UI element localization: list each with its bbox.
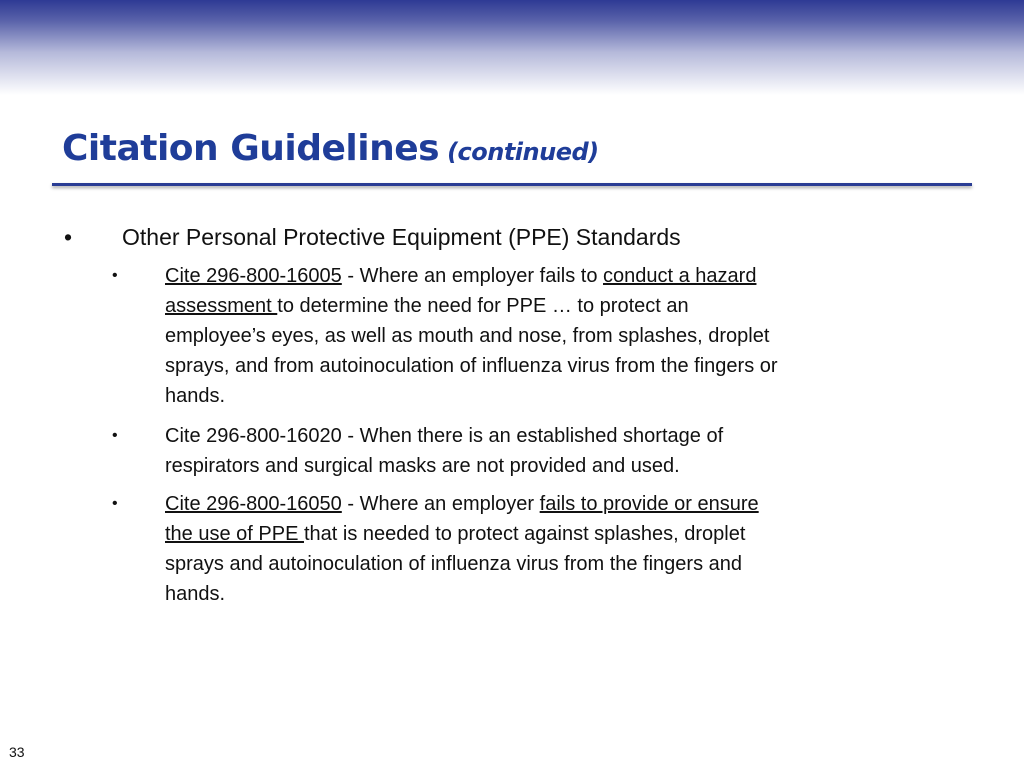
text-run: employee’s eyes, as well as mouth and nose, from splashes, droplet: [165, 325, 770, 347]
underlined-text-run: assessment: [165, 295, 278, 317]
text-run: respirators and surgical masks are not provided and used.: [165, 455, 680, 477]
underlined-text-run: Cite 296-800-16050: [165, 493, 342, 515]
sub-bullet-marker: •: [112, 267, 118, 284]
sub-bullet-text: [165, 261, 955, 411]
slide-number: 33: [9, 744, 25, 760]
bullet-heading-text: Other Personal Protective Equipment (PPE) Standards: [122, 224, 681, 250]
underlined-text-run: fails to provide or ensure: [539, 493, 759, 515]
text-line: [165, 549, 955, 579]
sub-bullet-marker: •: [112, 427, 118, 444]
title-divider: [52, 183, 972, 186]
header-gradient-band: [0, 0, 1024, 95]
slide-title-main: Citation Guidelines: [62, 128, 440, 169]
text-run: hands.: [165, 385, 226, 407]
sub-bullet-text: [165, 489, 955, 609]
text-run: sprays and autoinoculation of influenza virus from the fingers and: [165, 553, 743, 575]
text-line: [165, 451, 955, 481]
text-run: to determine the need for PPE … to protect an: [277, 295, 689, 317]
text-line: [165, 291, 955, 321]
text-run: - Where an employer: [341, 493, 540, 515]
text-line: [165, 579, 955, 609]
text-run: sprays, and from autoinoculation of influenza virus from the fingers or: [165, 355, 778, 377]
slide-title: [62, 128, 599, 169]
underlined-text-run: Cite 296-800-16005: [165, 265, 342, 287]
text-run: Cite 296-800-16020 - When there is an established shortage of: [165, 425, 724, 447]
text-line: [165, 351, 955, 381]
underlined-text-run: the use of PPE: [165, 523, 304, 545]
text-run: that is needed to protect against splashes, droplet: [303, 523, 746, 545]
bullet-marker: •: [64, 224, 73, 250]
underlined-text-run: conduct a hazard: [603, 265, 757, 287]
text-line: [165, 489, 955, 519]
text-line: [165, 421, 955, 451]
text-line: [165, 321, 955, 351]
text-run: - Where an employer fails to: [341, 265, 604, 287]
sub-bullet-text: [165, 421, 955, 481]
text-run: hands.: [165, 583, 226, 605]
text-line: [165, 381, 955, 411]
slide-title-suffix: (continued): [447, 138, 599, 166]
sub-bullet-marker: •: [112, 495, 118, 512]
text-line: [165, 261, 955, 291]
text-line: [165, 519, 955, 549]
